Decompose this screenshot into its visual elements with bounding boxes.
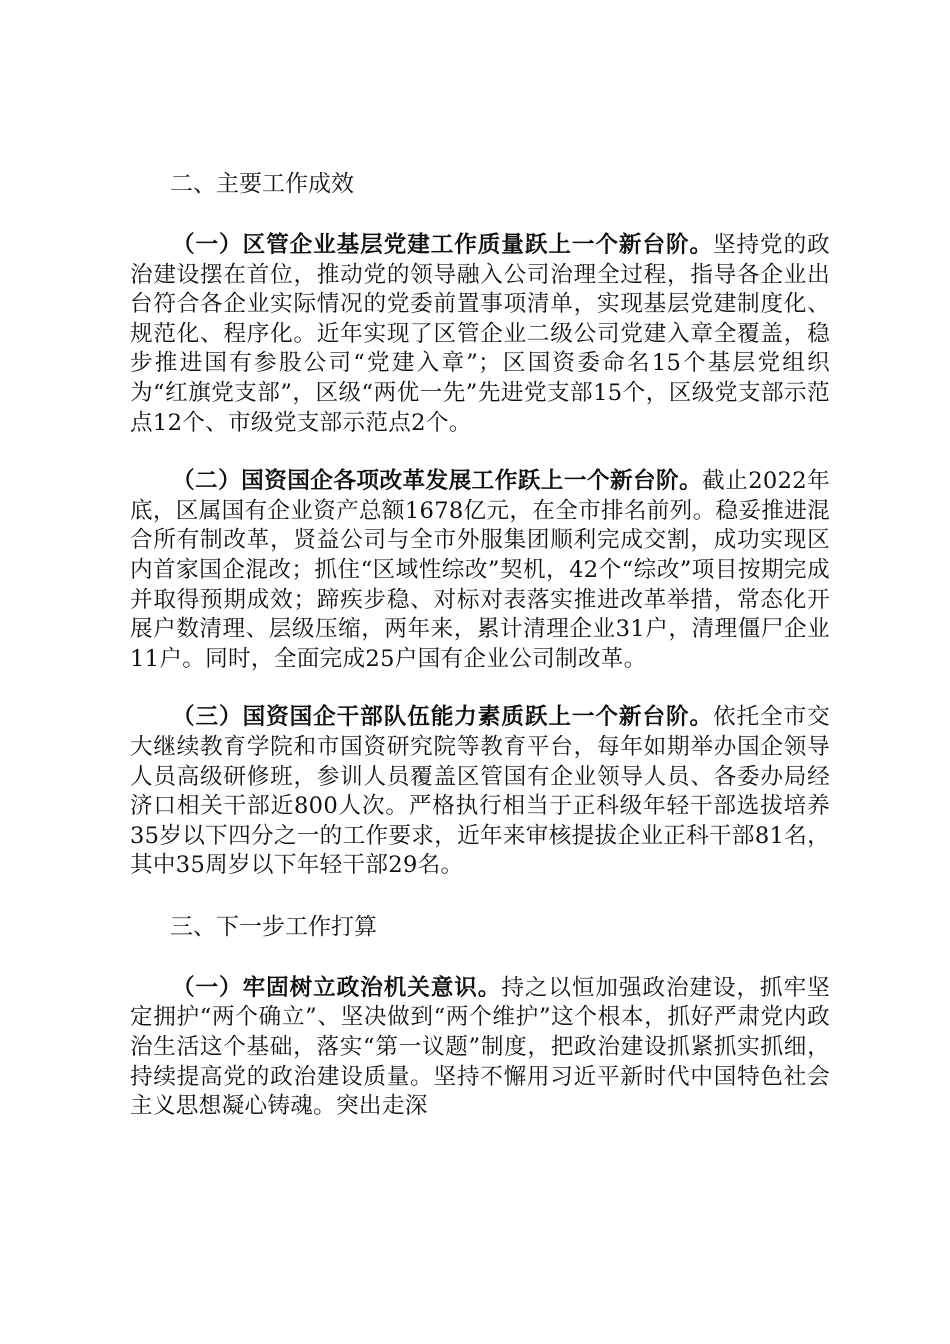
paragraph-reform [130, 467, 830, 674]
paragraph-political-awareness [130, 974, 830, 1122]
paragraph-party-building [130, 231, 830, 438]
paragraph-cadre [130, 703, 830, 881]
paragraph-body: 截止2022年底，区属国有企业资产总额1678亿元，在全市排名前列。稳妥推进混合所有制改革，贤益公司与全市外服集团顺利完成交割，成功实现区内首家国企混改；抓住“区域性综改”契机，42个“综改”项目按期完成并取得预期成效；蹄疾步稳、对标对表落实推进改革举措，常态化开展户数清理、层级压缩，两年来，累计清理企业31户，清理僵尸企业11户。同时，全面完成25户国有企业公司制改革。 [130, 468, 830, 672]
paragraph-lead: （三）国资国企干部队伍能力素质跃上一个新台阶。 [172, 704, 714, 731]
paragraph-body: 持之以恒加强政治建设，抓牢坚定拥护“两个确立”、坚决做到“两个维护”这个根本，抓好严肃党内政治生活这个基础，落实“第一议题”制度，把政治建设抓紧抓实抓细，持续提高党的政治建设质量。坚持不懈用习近平新时代中国特色社会主义思想凝心铸魂。突出走深 [130, 974, 830, 1120]
paragraph-lead: （一）区管企业基层党建工作质量跃上一个新台阶。 [172, 232, 714, 258]
paragraph-body: 依托全市交大继续教育学院和市国资研究院等教育平台，每年如期举办国企领导人员高级研修班，参训人员覆盖区管国有企业领导人员、各委办局经济口相关干部近800人次。严格执行相当于正科级年轻干部选拔培养35岁以下四分之一的工作要求，近年来审核提拔企业正科干部81名，其中35周岁以下年轻干部29名。 [130, 704, 830, 879]
paragraph-lead: （二）国资国企各项改革发展工作跃上一个新台阶。 [172, 468, 703, 495]
section-heading-2: 二、主要工作成效 [170, 171, 354, 197]
section-heading-3: 三、下一步工作打算 [170, 913, 377, 940]
paragraph-body: 坚持党的政治建设摆在首位，推动党的领导融入公司治理全过程，指导各企业出台符合各企业实际情况的党委前置事项清单，实现基层党建制度化、规范化、程序化。近年实现了区管企业二级公司党建入章全覆盖，稳步推进国有参股公司“党建入章”；区国资委命名15个基层党组织为“红旗党支部”，区级“两优一先”先进党支部15个，区级党支部示范点12个、市级党支部示范点2个。 [130, 232, 830, 436]
document-page [130, 167, 830, 1151]
paragraph-lead: （一）牢固树立政治机关意识。 [172, 974, 502, 1001]
